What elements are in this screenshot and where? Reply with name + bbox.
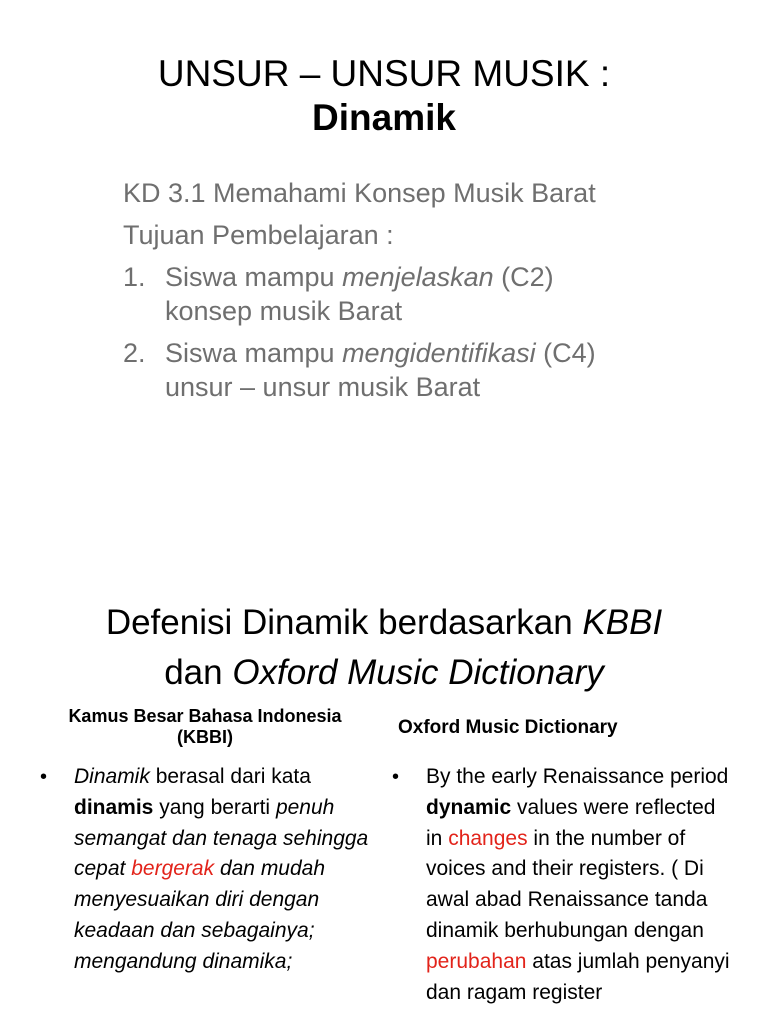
slide-2 bbox=[0, 576, 768, 1024]
text-run: dinamis bbox=[74, 795, 154, 819]
text-run: dan mudah menyesuaikan diri dengan keadaan dan sebagainya; mengandung dinamika; bbox=[74, 857, 326, 973]
text-run-highlight: perubahan bbox=[426, 949, 527, 973]
title-sub: Dinamik bbox=[312, 97, 456, 138]
kbbi-heading: Kamus Besar Bahasa Indonesia (KBBI) bbox=[68, 706, 342, 747]
text-run: yang berarti bbox=[153, 795, 276, 819]
bullet-icon: • bbox=[40, 766, 48, 788]
text-run-highlight: changes bbox=[448, 826, 528, 850]
objective-emphasis: mengidentifikasi bbox=[342, 338, 536, 368]
text-run-highlight: bergerak bbox=[131, 857, 215, 881]
slide-2-title bbox=[0, 598, 768, 698]
text-run: in the number of voices and their registers. ( Di awal abad Renaissance tanda dinamik berhubungan dengan bbox=[426, 826, 708, 942]
list-item bbox=[40, 762, 370, 978]
oxford-heading: Oxford Music Dictionary bbox=[398, 716, 618, 738]
title-kbbi: KBBI bbox=[582, 603, 663, 642]
kbbi-column bbox=[40, 706, 370, 978]
objective-post: (C2) konsep musik Barat bbox=[165, 262, 554, 326]
title-part: Defenisi Dinamik berdasarkan bbox=[105, 603, 583, 642]
text-run: berasal dari kata bbox=[149, 765, 311, 788]
oxford-definition bbox=[426, 762, 732, 1008]
objective-text bbox=[165, 336, 623, 404]
slide-1-title bbox=[0, 52, 768, 140]
objective-item bbox=[123, 336, 623, 404]
text-run: values were reflected in bbox=[426, 795, 716, 850]
text-run: dynamic bbox=[426, 795, 512, 819]
oxford-column bbox=[392, 706, 732, 1008]
text-run: penuh semangat dan tenaga sehingga cepat bbox=[74, 795, 369, 881]
objective-item bbox=[123, 260, 623, 328]
slide-1-body bbox=[123, 176, 623, 412]
objective-emphasis: menjelaskan bbox=[342, 262, 494, 292]
title-main: UNSUR – UNSUR MUSIK : bbox=[157, 53, 611, 94]
objective-number: 1. bbox=[123, 262, 146, 292]
objective-pre: Siswa mampu bbox=[165, 262, 343, 292]
kd-text: KD 3.1 Memahami Konsep Musik Barat bbox=[123, 178, 596, 208]
title-part: dan bbox=[164, 653, 233, 692]
text-run: atas jumlah penyanyi dan ragam register bbox=[426, 949, 730, 1004]
objective-pre: Siswa mampu bbox=[165, 338, 343, 368]
objective-number: 2. bbox=[123, 338, 146, 368]
objective-post: (C4) unsur – unsur musik Barat bbox=[165, 338, 596, 402]
text-run: By the early Renaissance period bbox=[426, 765, 729, 788]
bullet-icon: • bbox=[392, 766, 400, 788]
kbbi-definition bbox=[74, 762, 370, 978]
title-oxford: Oxford Music Dictionary bbox=[232, 653, 604, 692]
objective-text bbox=[165, 260, 623, 328]
list-item bbox=[392, 762, 732, 1008]
tujuan-heading: Tujuan Pembelajaran : bbox=[123, 220, 394, 250]
text-run: Dinamik bbox=[74, 765, 150, 788]
